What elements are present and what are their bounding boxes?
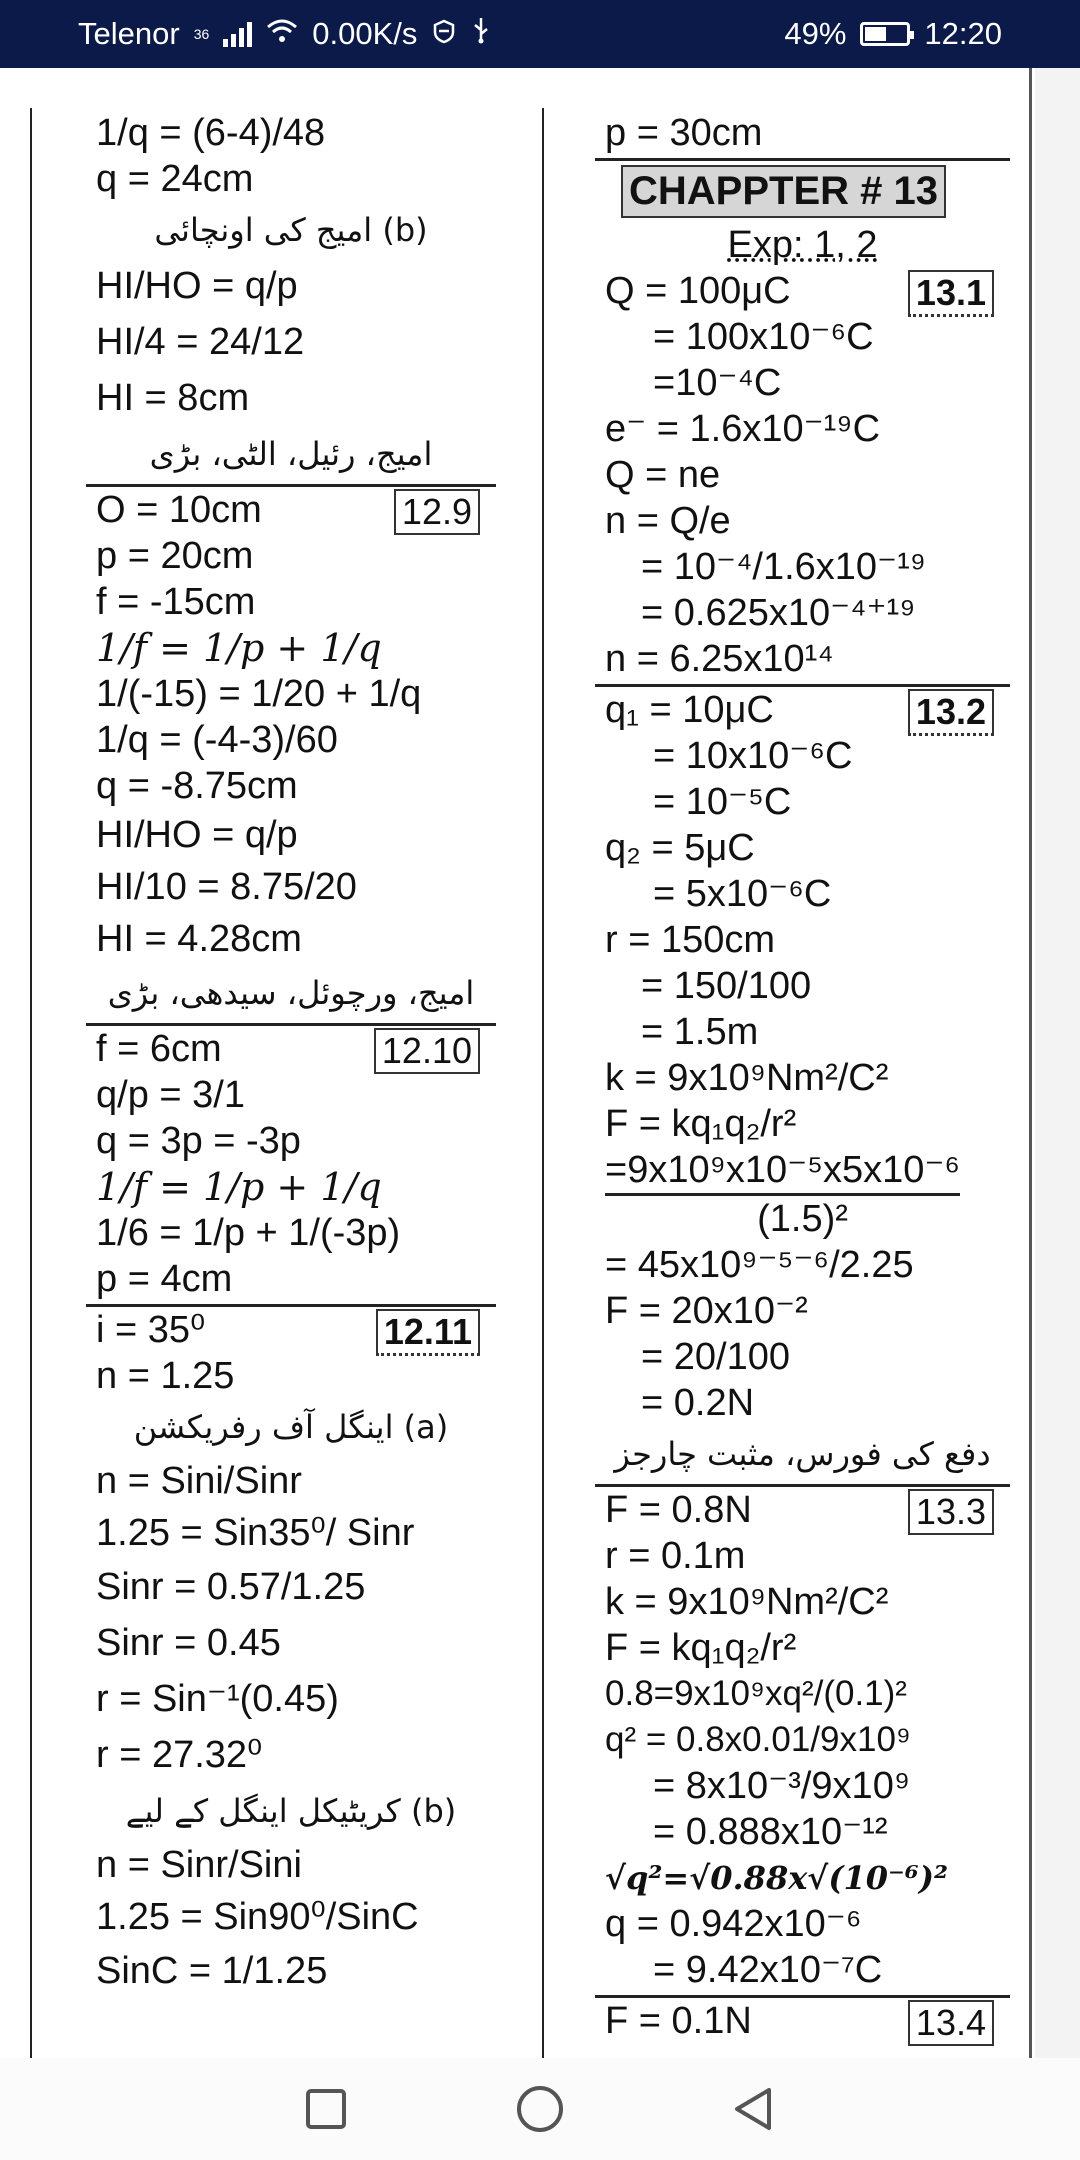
battery-icon [860,22,910,46]
equation-line: q = 3p = -3p [96,1120,301,1162]
urdu-heading: (a) اینگل آف رفریکشن [133,1408,449,1446]
equation-line: F = kq₁q₂/r² [605,1103,797,1145]
equation-line: 1/6 = 1/p + 1/(-3p) [96,1212,401,1254]
equation-line: Sinr = 0.57/1.25 [96,1566,366,1608]
fraction-numerator: =9x10⁹x10⁻⁵x5x10⁻⁶ [605,1147,960,1196]
equation-line: F = 0.8N 13.3 [605,1487,1000,1533]
equation-line: F = 20x10⁻² [605,1290,808,1332]
equation-line: q/p = 3/1 [96,1074,245,1116]
usb-icon [471,16,491,52]
equation-line: 0.8=9x10⁹xq²/(0.1)² [605,1674,907,1713]
equation-line: n = Q/e [605,500,731,542]
equation-line: HI = 8cm [96,377,250,419]
equation-line: HI/10 = 8.75/20 [96,866,357,908]
signal-icon [223,21,252,47]
urdu-heading: (b) امیج کی اونچائی [154,211,428,249]
equation-line: r = 0.1m [605,1535,746,1577]
equation-line: SinC = 1/1.25 [96,1950,328,1992]
question-number-box: 12.10 [374,1028,480,1074]
equation-line: = 0.2N [641,1382,755,1424]
equation-line: HI/HO = q/p [96,814,298,856]
question-number-box: 13.3 [908,1489,994,1535]
question-number-box: 13.4 [908,2000,994,2046]
network-type: 36 [193,26,210,42]
square-icon [304,2087,348,2131]
equation-line: = 1.5m [641,1011,759,1053]
column-divider [542,108,544,2058]
equation-line: 1/(-15) = 1/20 + 1/q [96,673,422,715]
equation-line: = 10x10⁻⁶C [653,735,853,777]
equation-line: Sinr = 0.45 [96,1622,281,1664]
equation-line: n = 1.25 [96,1355,235,1397]
equation-line: q = 0.942x10⁻⁶ [605,1903,862,1945]
equation-line: HI/4 = 24/12 [96,321,305,363]
urdu-note: دفع کی فورس، مثبت چارجز [614,1435,991,1473]
equation-line: r = 150cm [605,919,776,961]
recent-apps-button[interactable] [299,2082,353,2136]
equation-line: r = 27.32⁰ [96,1734,263,1776]
carrier-name: Telenor [78,16,180,51]
equation-line: HI = 4.28cm [96,918,302,960]
equation-line: n = 6.25x10¹⁴ [605,638,834,680]
vpn-icon [431,16,457,52]
urdu-note: امیج، ورچوئل، سیدھی، بڑی [107,974,475,1012]
equation-line: i = 35⁰ 12.11 [96,1307,486,1353]
exercise-label: Exp: 1, 2 [727,224,878,266]
equation-line: = 0.888x10⁻¹² [653,1811,888,1853]
equation-line: e⁻ = 1.6x10⁻¹⁹C [605,408,881,450]
equation-line: = 5x10⁻⁶C [653,873,832,915]
equation-line: q = 24cm [96,158,254,200]
equation-line: f = 6cm 12.10 [96,1026,486,1072]
circle-icon [515,2084,565,2134]
question-number-box: 13.1 [908,270,994,317]
equation-line: 1.25 = Sin35⁰/ Sinr [96,1512,415,1554]
network-speed: 0.00K/s [312,16,418,51]
left-column [96,110,486,1999]
equation-line: = 9.42x10⁻⁷C [653,1949,883,1991]
equation-line: F = kq₁q₂/r² [605,1627,797,1669]
equation-line: q₁ = 10μC 13.2 [605,687,1000,733]
section-rule [595,158,1010,161]
home-button[interactable] [513,2082,567,2136]
equation-line: n = Sini/Sinr [96,1460,302,1502]
equation-line: Q = 100μC 13.1 [605,268,1000,314]
equation-line: = 20/100 [641,1336,790,1378]
battery-percent: 49% [784,16,847,51]
clock: 12:20 [924,16,1002,51]
chapter-heading: CHAPPTER # 13 [621,165,946,218]
equation-line: = 8x10⁻³/9x10⁹ [653,1765,911,1807]
equation-line: 1/q = (-4-3)/60 [96,719,338,761]
equation-line: = 0.625x10⁻⁴⁺¹⁹ [641,592,916,634]
equation-line: = 10⁻⁴/1.6x10⁻¹⁹ [641,546,927,588]
question-number-box: 12.9 [394,489,480,535]
equation-line: q₂ = 5μC [605,827,755,869]
equation-line: = 100x10⁻⁶C [653,316,874,358]
formula-line: 1/f = 1/p + 1/q [96,1165,382,1209]
equation-line: = 150/100 [641,965,812,1007]
navigation-bar [0,2058,1080,2160]
urdu-note: امیج، رئیل، الٹی، بڑی [149,435,433,473]
equation-line: k = 9x10⁹Nm²/C² [605,1057,889,1099]
equation-line: 1.25 = Sin90⁰/SinC [96,1896,419,1938]
equation-line: p = 4cm [96,1258,233,1300]
equation-line: 1/q = (6-4)/48 [96,112,326,154]
status-bar [0,0,1080,68]
equation-line: Q = ne [605,454,721,496]
question-number-box: 12.11 [376,1309,480,1356]
equation-line: O = 10cm 12.9 [96,487,486,533]
equation-line: =10⁻⁴C [653,362,782,404]
equation-line: = 10⁻⁵C [653,781,792,823]
equation-line: p = 20cm [96,535,254,577]
right-column [605,110,1000,2044]
equation-line: f = -15cm [96,581,256,623]
equation-line: k = 9x10⁹Nm²/C² [605,1581,889,1623]
equation-line: n = Sinr/Sini [96,1844,302,1886]
formula-line: √q²=√0.88x√(10⁻⁶)² [605,1859,949,1897]
equation-line: HI/HO = q/p [96,265,298,307]
document-page[interactable] [0,68,1080,2058]
equation-line [605,1147,1000,1196]
fraction-denominator: (1.5)² [757,1198,848,1240]
equation-line: p = 30cm [605,112,763,154]
equation-line: q² = 0.8x0.01/9x10⁹ [605,1720,911,1759]
formula-line: 1/f = 1/p + 1/q [96,626,382,670]
question-number-box: 13.2 [908,689,994,736]
back-triangle-icon [731,2086,777,2132]
urdu-heading: (b) کریٹیکل اینگل کے لیے [125,1792,457,1830]
page-left-rule [30,108,32,2058]
equation-line: = 45x10⁹⁻⁵⁻⁶/2.25 [605,1244,914,1286]
equation-line: q = -8.75cm [96,765,298,807]
equation-line: r = Sin⁻¹(0.45) [96,1678,339,1720]
wifi-icon [266,16,298,52]
equation-line: F = 0.1N 13.4 [605,1998,1000,2044]
back-button[interactable] [727,2082,781,2136]
